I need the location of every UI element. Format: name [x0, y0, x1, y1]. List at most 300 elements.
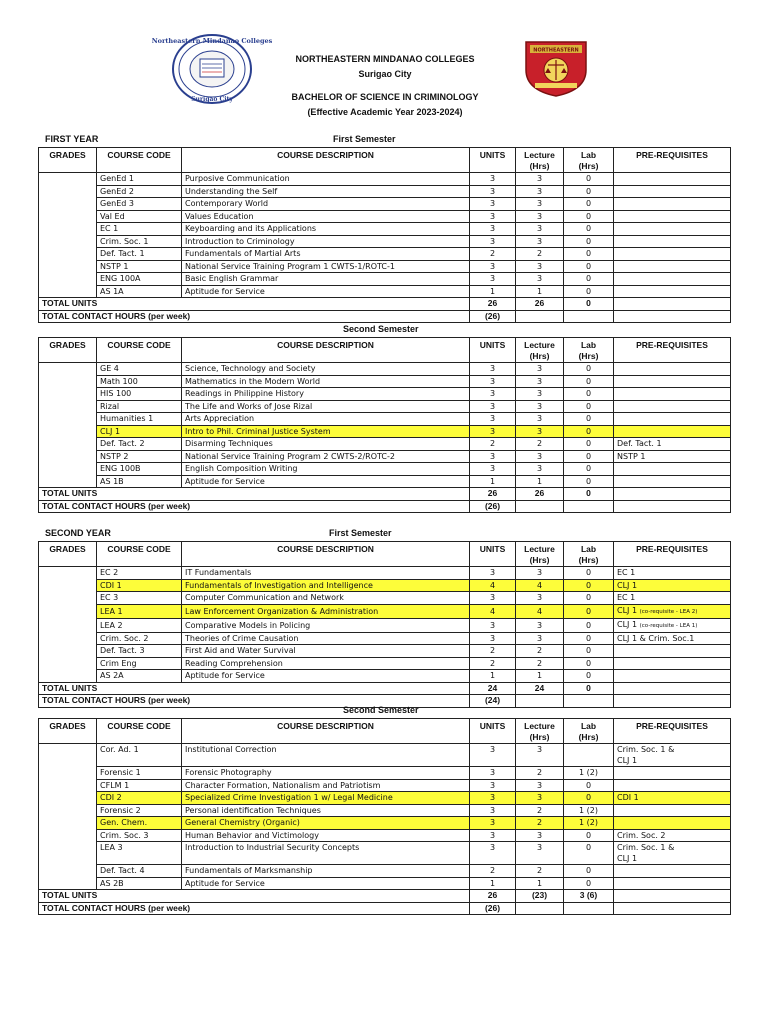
course-code: CFLM 1 — [97, 779, 182, 792]
contact-empty-1 — [516, 310, 564, 323]
course-prerequisite — [614, 450, 731, 463]
course-lecture-hrs: 3 — [516, 413, 564, 426]
grade-cell — [39, 173, 97, 186]
col-units: UNITS — [470, 542, 516, 567]
total-lab-value: 0 — [564, 298, 614, 311]
prerequisite-text-2: CLJ 1 — [617, 854, 638, 863]
course-units: 3 — [470, 618, 516, 632]
contact-empty-3 — [614, 500, 731, 513]
grade-cell — [39, 248, 97, 261]
course-lecture-hrs: 2 — [516, 248, 564, 261]
course-prerequisite — [614, 645, 731, 658]
col-units: UNITS — [470, 148, 516, 173]
course-prerequisite — [614, 767, 731, 780]
course-units: 3 — [470, 273, 516, 286]
course-prerequisite — [614, 632, 731, 645]
total-contact-row — [39, 902, 731, 915]
course-prerequisite — [614, 579, 731, 592]
course-row — [39, 817, 731, 830]
y1-sem2-table — [38, 337, 731, 513]
grade-cell — [39, 438, 97, 451]
col-lecture-label: Lecture — [524, 150, 555, 160]
course-code: AS 1A — [97, 285, 182, 298]
course-code: Val Ed — [97, 210, 182, 223]
course-lecture-hrs: 2 — [516, 645, 564, 658]
grade-cell — [39, 185, 97, 198]
course-lecture-hrs: 3 — [516, 744, 564, 767]
course-row — [39, 632, 731, 645]
course-lecture-hrs: 3 — [516, 173, 564, 186]
course-prerequisite — [614, 877, 731, 890]
grade-cell — [39, 567, 97, 580]
course-description: Keyboarding and its Applications — [182, 223, 470, 236]
grade-cell — [39, 865, 97, 878]
course-lecture-hrs: 3 — [516, 779, 564, 792]
grade-cell — [39, 804, 97, 817]
course-units: 3 — [470, 260, 516, 273]
course-code: Def. Tact. 3 — [97, 645, 182, 658]
course-lecture-hrs: 3 — [516, 198, 564, 211]
course-description: Fundamentals of Martial Arts — [182, 248, 470, 261]
course-row — [39, 248, 731, 261]
total-units-row — [39, 682, 731, 695]
course-prerequisite — [614, 792, 731, 805]
course-prerequisite — [614, 185, 731, 198]
course-lab-hrs: 0 — [564, 438, 614, 451]
course-lab-hrs: 0 — [564, 400, 614, 413]
col-prerequisites: PRE-REQUISITES — [614, 338, 731, 363]
document-header — [0, 0, 768, 140]
crest-text: NORTHEASTERN — [533, 47, 579, 54]
course-units: 3 — [470, 173, 516, 186]
prerequisite-text: Crim. Soc. 2 — [617, 830, 666, 840]
total-units-value: 26 — [470, 488, 516, 501]
contact-empty-2 — [564, 902, 614, 915]
col-lab-unit: (Hrs) — [578, 555, 599, 565]
course-lecture-hrs: 3 — [516, 210, 564, 223]
course-code: AS 2B — [97, 877, 182, 890]
grade-cell — [39, 604, 97, 618]
course-prerequisite — [614, 198, 731, 211]
course-lecture-hrs: 2 — [516, 865, 564, 878]
course-lab-hrs: 0 — [564, 865, 614, 878]
y2-sem2-title: Second Semester — [343, 705, 419, 715]
col-course-description: COURSE DESCRIPTION — [182, 719, 470, 744]
table-header-row — [39, 719, 731, 744]
course-row — [39, 210, 731, 223]
course-lab-hrs: 0 — [564, 375, 614, 388]
course-lecture-hrs: 3 — [516, 450, 564, 463]
course-description: Aptitude for Service — [182, 670, 470, 683]
corequisite-note: (co-requisite - LEA 2) — [639, 608, 698, 615]
course-prerequisite — [614, 475, 731, 488]
course-prerequisite — [614, 400, 731, 413]
course-description: The Life and Works of Jose Rizal — [182, 400, 470, 413]
first-year-label: FIRST YEAR — [45, 134, 99, 144]
course-lab-hrs: 0 — [564, 657, 614, 670]
grade-cell — [39, 579, 97, 592]
course-lecture-hrs: 3 — [516, 592, 564, 605]
grade-cell — [39, 792, 97, 805]
course-row — [39, 842, 731, 865]
course-code: CLJ 1 — [97, 425, 182, 438]
course-row — [39, 792, 731, 805]
header-text — [220, 52, 550, 120]
col-course-description: COURSE DESCRIPTION — [182, 148, 470, 173]
course-lecture-hrs: 3 — [516, 632, 564, 645]
grade-cell — [39, 260, 97, 273]
prerequisite-text: NSTP 1 — [617, 451, 646, 461]
course-description: Science, Technology and Society — [182, 363, 470, 376]
course-code: Humanities 1 — [97, 413, 182, 426]
course-prerequisite — [614, 744, 731, 767]
course-code: Def. Tact. 1 — [97, 248, 182, 261]
course-lecture-hrs: 3 — [516, 829, 564, 842]
course-prerequisite — [614, 592, 731, 605]
grade-cell — [39, 363, 97, 376]
course-units: 3 — [470, 779, 516, 792]
course-lab-hrs: 0 — [564, 450, 614, 463]
grade-cell — [39, 400, 97, 413]
course-description: Values Education — [182, 210, 470, 223]
col-lab-hrs — [564, 148, 614, 173]
course-lecture-hrs: 2 — [516, 804, 564, 817]
course-prerequisite — [614, 248, 731, 261]
course-row — [39, 604, 731, 618]
school-city: Surigao City — [358, 69, 412, 79]
course-units: 3 — [470, 210, 516, 223]
course-prerequisite — [614, 285, 731, 298]
course-row — [39, 618, 731, 632]
total-units-label: TOTAL UNITS — [39, 890, 470, 903]
course-code: EC 2 — [97, 567, 182, 580]
course-lab-hrs: 0 — [564, 185, 614, 198]
course-description: Readings in Philippine History — [182, 388, 470, 401]
grade-cell — [39, 235, 97, 248]
course-lab-hrs: 0 — [564, 248, 614, 261]
col-course-description: COURSE DESCRIPTION — [182, 338, 470, 363]
grade-cell — [39, 425, 97, 438]
course-code: LEA 1 — [97, 604, 182, 618]
course-code: EC 3 — [97, 592, 182, 605]
total-units-label: TOTAL UNITS — [39, 298, 470, 311]
course-row — [39, 779, 731, 792]
course-description: Reading Comprehension — [182, 657, 470, 670]
prerequisite-text: Def. Tact. 1 — [617, 439, 662, 449]
course-row — [39, 438, 731, 451]
course-row — [39, 877, 731, 890]
y2-sem1-title: First Semester — [329, 528, 392, 538]
course-row — [39, 388, 731, 401]
grade-cell — [39, 829, 97, 842]
course-lab-hrs: 0 — [564, 223, 614, 236]
course-units: 3 — [470, 450, 516, 463]
course-description: First Aid and Water Survival — [182, 645, 470, 658]
col-course-code: COURSE CODE — [97, 542, 182, 567]
course-lecture-hrs: 1 — [516, 877, 564, 890]
contact-empty-1 — [516, 902, 564, 915]
total-contact-label: TOTAL CONTACT HOURS (per week) — [39, 902, 470, 915]
course-lab-hrs: 0 — [564, 475, 614, 488]
course-row — [39, 285, 731, 298]
col-lab-label: Lab — [580, 721, 597, 731]
program-title: BACHELOR OF SCIENCE IN CRIMINOLOGY — [291, 92, 479, 102]
course-units: 3 — [470, 804, 516, 817]
course-description: Aptitude for Service — [182, 475, 470, 488]
course-description: Law Enforcement Organization & Administration — [182, 604, 470, 618]
course-units: 3 — [470, 842, 516, 865]
grade-cell — [39, 618, 97, 632]
course-lecture-hrs: 3 — [516, 618, 564, 632]
course-lab-hrs: 0 — [564, 425, 614, 438]
course-code: LEA 3 — [97, 842, 182, 865]
course-prerequisite — [614, 273, 731, 286]
course-units: 3 — [470, 425, 516, 438]
grade-cell — [39, 779, 97, 792]
course-prerequisite — [614, 425, 731, 438]
course-units: 2 — [470, 248, 516, 261]
total-units-row — [39, 890, 731, 903]
course-lab-hrs: 0 — [564, 618, 614, 632]
course-lab-hrs: 0 — [564, 285, 614, 298]
col-grades: GRADES — [39, 338, 97, 363]
y2-sem2-table — [38, 718, 731, 915]
course-lab-hrs: 1 (2) — [564, 767, 614, 780]
course-units: 4 — [470, 604, 516, 618]
table-header-row — [39, 542, 731, 567]
course-units: 3 — [470, 388, 516, 401]
course-row — [39, 273, 731, 286]
col-prerequisites: PRE-REQUISITES — [614, 542, 731, 567]
course-description: Fundamentals of Investigation and Intelligence — [182, 579, 470, 592]
criminology-crest-logo — [521, 36, 591, 98]
course-description: Aptitude for Service — [182, 877, 470, 890]
course-prerequisite — [614, 618, 731, 632]
contact-empty-2 — [564, 500, 614, 513]
course-row — [39, 579, 731, 592]
course-description: Mathematics in the Modern World — [182, 375, 470, 388]
course-units: 3 — [470, 592, 516, 605]
col-lab-unit: (Hrs) — [578, 732, 599, 742]
course-lab-hrs: 0 — [564, 604, 614, 618]
course-units: 2 — [470, 438, 516, 451]
course-description: Contemporary World — [182, 198, 470, 211]
grade-cell — [39, 273, 97, 286]
course-units: 1 — [470, 670, 516, 683]
col-prerequisites: PRE-REQUISITES — [614, 148, 731, 173]
col-course-description: COURSE DESCRIPTION — [182, 542, 470, 567]
course-description: Institutional Correction — [182, 744, 470, 767]
course-description: Introduction to Criminology — [182, 235, 470, 248]
col-lecture-label: Lecture — [524, 544, 555, 554]
y2-sem1-table — [38, 541, 731, 708]
course-prerequisite — [614, 173, 731, 186]
course-row — [39, 375, 731, 388]
course-code: HIS 100 — [97, 388, 182, 401]
course-lab-hrs: 0 — [564, 273, 614, 286]
course-lab-hrs: 0 — [564, 463, 614, 476]
grade-cell — [39, 657, 97, 670]
course-code: NSTP 2 — [97, 450, 182, 463]
col-grades: GRADES — [39, 542, 97, 567]
course-prerequisite — [614, 463, 731, 476]
course-code: GenEd 2 — [97, 185, 182, 198]
course-code: Crim. Soc. 3 — [97, 829, 182, 842]
total-units-label: TOTAL UNITS — [39, 682, 470, 695]
total-lecture-value: (23) — [516, 890, 564, 903]
course-prerequisite — [614, 817, 731, 830]
col-lab-hrs — [564, 719, 614, 744]
course-prerequisite — [614, 567, 731, 580]
course-code: Def. Tact. 4 — [97, 865, 182, 878]
course-lab-hrs: 0 — [564, 260, 614, 273]
course-lab-hrs: 0 — [564, 842, 614, 865]
grade-cell — [39, 413, 97, 426]
course-row — [39, 475, 731, 488]
prerequisite-text: CDI 1 — [617, 793, 639, 803]
course-units: 3 — [470, 235, 516, 248]
course-code: Rizal — [97, 400, 182, 413]
contact-empty-3 — [614, 310, 731, 323]
course-description: National Service Training Program 1 CWTS-1/ROTC-1 — [182, 260, 470, 273]
course-row — [39, 363, 731, 376]
prerequisite-text: CLJ 1 — [617, 619, 638, 629]
course-units: 3 — [470, 632, 516, 645]
course-code: AS 2A — [97, 670, 182, 683]
course-row — [39, 804, 731, 817]
course-code: Def. Tact. 2 — [97, 438, 182, 451]
effective-year: (Effective Academic Year 2023-2024) — [307, 107, 463, 117]
course-lecture-hrs: 3 — [516, 363, 564, 376]
course-row — [39, 463, 731, 476]
course-lecture-hrs: 4 — [516, 604, 564, 618]
course-lab-hrs: 0 — [564, 877, 614, 890]
course-units: 3 — [470, 400, 516, 413]
course-lab-hrs: 0 — [564, 792, 614, 805]
course-prerequisite — [614, 865, 731, 878]
course-description: Fundamentals of Marksmanship — [182, 865, 470, 878]
course-units: 1 — [470, 475, 516, 488]
grade-cell — [39, 198, 97, 211]
course-lab-hrs: 1 (2) — [564, 804, 614, 817]
col-units: UNITS — [470, 338, 516, 363]
course-prerequisite — [614, 779, 731, 792]
course-units: 4 — [470, 579, 516, 592]
grade-cell — [39, 592, 97, 605]
course-prerequisite — [614, 223, 731, 236]
prerequisite-text: CLJ 1 & Crim. Soc.1 — [617, 633, 695, 643]
col-grades: GRADES — [39, 719, 97, 744]
course-units: 1 — [470, 285, 516, 298]
grade-cell — [39, 670, 97, 683]
course-description: Understanding the Self — [182, 185, 470, 198]
course-lab-hrs: 0 — [564, 210, 614, 223]
course-lab-hrs — [564, 744, 614, 767]
corequisite-note: (co-requisite - LEA 1) — [639, 622, 698, 629]
course-lecture-hrs: 3 — [516, 273, 564, 286]
course-lab-hrs: 0 — [564, 363, 614, 376]
grade-cell — [39, 817, 97, 830]
course-prerequisite — [614, 842, 731, 865]
course-lab-hrs: 0 — [564, 579, 614, 592]
col-lecture-hrs — [516, 719, 564, 744]
course-lecture-hrs: 2 — [516, 817, 564, 830]
col-lab-unit: (Hrs) — [578, 161, 599, 171]
course-lecture-hrs: 3 — [516, 185, 564, 198]
course-units: 3 — [470, 198, 516, 211]
total-contact-row — [39, 310, 731, 323]
course-row — [39, 645, 731, 658]
course-description: General Chemistry (Organic) — [182, 817, 470, 830]
course-code: LEA 2 — [97, 618, 182, 632]
grade-cell — [39, 463, 97, 476]
course-code: CDI 2 — [97, 792, 182, 805]
course-code: NSTP 1 — [97, 260, 182, 273]
course-row — [39, 413, 731, 426]
course-prerequisite — [614, 604, 731, 618]
prerequisite-text: Crim. Soc. 1 & — [617, 843, 675, 852]
col-lab-label: Lab — [580, 544, 597, 554]
total-lab-value: 0 — [564, 488, 614, 501]
total-units-row — [39, 488, 731, 501]
course-prerequisite — [614, 829, 731, 842]
course-lab-hrs: 0 — [564, 829, 614, 842]
contact-empty-2 — [564, 695, 614, 708]
table-header-row — [39, 148, 731, 173]
col-lecture-unit: (Hrs) — [529, 732, 550, 742]
course-lecture-hrs: 3 — [516, 463, 564, 476]
course-prerequisite — [614, 413, 731, 426]
col-lab-label: Lab — [580, 150, 597, 160]
course-lecture-hrs: 2 — [516, 767, 564, 780]
course-row — [39, 400, 731, 413]
course-lab-hrs: 0 — [564, 388, 614, 401]
col-units: UNITS — [470, 719, 516, 744]
course-row — [39, 198, 731, 211]
contact-empty-3 — [614, 695, 731, 708]
course-code: AS 1B — [97, 475, 182, 488]
course-row — [39, 223, 731, 236]
course-code: Forensic 1 — [97, 767, 182, 780]
course-units: 3 — [470, 185, 516, 198]
course-row — [39, 173, 731, 186]
grade-cell — [39, 450, 97, 463]
col-lab-unit: (Hrs) — [578, 351, 599, 361]
course-description: Comparative Models in Policing — [182, 618, 470, 632]
course-prerequisite — [614, 363, 731, 376]
course-description: Computer Communication and Network — [182, 592, 470, 605]
course-lecture-hrs: 3 — [516, 223, 564, 236]
course-code: Crim. Soc. 2 — [97, 632, 182, 645]
col-lab-label: Lab — [580, 340, 597, 350]
course-lecture-hrs: 3 — [516, 842, 564, 865]
total-units-value: 26 — [470, 890, 516, 903]
course-prerequisite — [614, 375, 731, 388]
col-lab-hrs — [564, 542, 614, 567]
col-lecture-unit: (Hrs) — [529, 555, 550, 565]
contact-empty-2 — [564, 310, 614, 323]
course-prerequisite — [614, 804, 731, 817]
course-lab-hrs: 0 — [564, 198, 614, 211]
course-description: Disarming Techniques — [182, 438, 470, 451]
prerequisite-text: CLJ 1 — [617, 580, 638, 590]
total-prereq-empty — [614, 488, 731, 501]
contact-empty-1 — [516, 500, 564, 513]
total-contact-value: (26) — [470, 500, 516, 513]
grade-cell — [39, 645, 97, 658]
course-prerequisite — [614, 657, 731, 670]
course-code: EC 1 — [97, 223, 182, 236]
